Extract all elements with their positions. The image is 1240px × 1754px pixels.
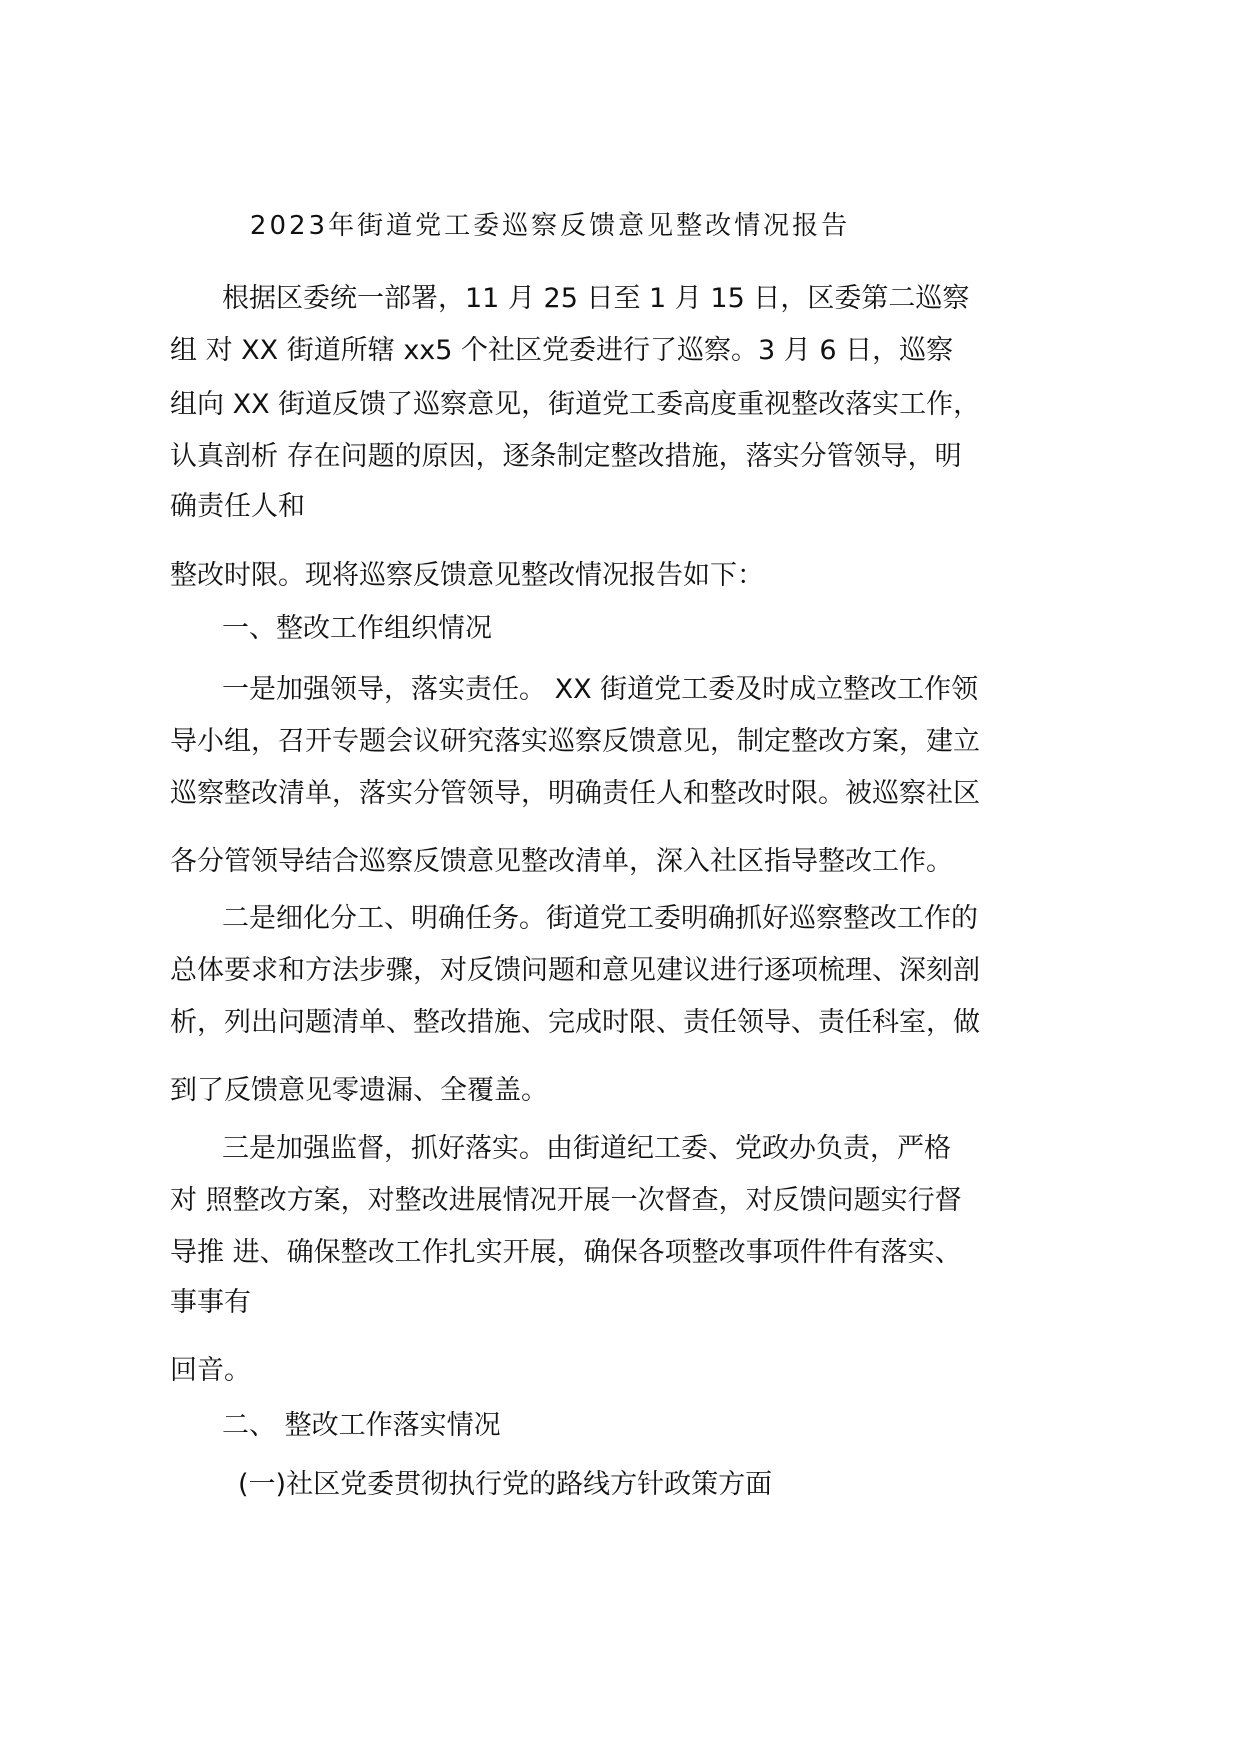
paragraph-line: 导推 进、确保整改工作扎实开展，确保各项整改事项件件有落实、	[170, 1237, 962, 1268]
document-title: 2023年街道党工委巡察反馈意见整改情况报告	[249, 211, 851, 241]
paragraph-line: 一是加强领导，落实责任。 XX 街道党工委及时成立整改工作领	[222, 674, 979, 705]
paragraph-line: 析，列出问题清单、整改措施、完成时限、责任领导、责任科室，做	[170, 1007, 980, 1038]
paragraph-line: 导小组，召开专题会议研究落实巡察反馈意见，制定整改方案，建立	[170, 726, 980, 757]
subsection-heading: (一)社区党委贯彻执行党的路线方针政策方面	[238, 1469, 773, 1500]
paragraph-line: 回音。	[170, 1355, 251, 1386]
paragraph-line: 对 照整改方案，对整改进展情况开展一次督查，对反馈问题实行督	[170, 1185, 962, 1216]
paragraph-line: 确责任人和	[170, 491, 305, 522]
paragraph-line: 组 对 XX 街道所辖 xx5 个社区党委进行了巡察。3 月 6 日，巡察	[170, 335, 954, 366]
paragraph-line: 认真剖析 存在问题的原因，逐条制定整改措施，落实分管领导，明	[170, 441, 962, 472]
section-heading: 一、整改工作组织情况	[222, 613, 492, 644]
paragraph-line: 组向 XX 街道反馈了巡察意见，街道党工委高度重视整改落实工作，	[170, 389, 981, 420]
paragraph-line: 根据区委统一部署，11 月 25 日至 1 月 15 日，区委第二巡察	[222, 283, 970, 314]
section-heading: 二、 整改工作落实情况	[222, 1410, 501, 1441]
paragraph-line: 各分管领导结合巡察反馈意见整改清单，深入社区指导整改工作。	[170, 846, 953, 877]
paragraph-line: 整改时限。现将巡察反馈意见整改情况报告如下：	[170, 560, 764, 591]
paragraph-line: 总体要求和方法步骤，对反馈问题和意见建议进行逐项梳理、深刻剖	[170, 955, 980, 986]
paragraph-line: 事事有	[170, 1287, 251, 1318]
paragraph-line: 巡察整改清单，落实分管领导，明确责任人和整改时限。被巡察社区	[170, 778, 980, 809]
paragraph-line: 三是加强监督，抓好落实。由街道纪工委、党政办负责，严格	[222, 1133, 951, 1164]
paragraph-line: 二是细化分工、明确任务。街道党工委明确抓好巡察整改工作的	[222, 903, 978, 934]
paragraph-line: 到了反馈意见零遗漏、全覆盖。	[170, 1075, 548, 1106]
